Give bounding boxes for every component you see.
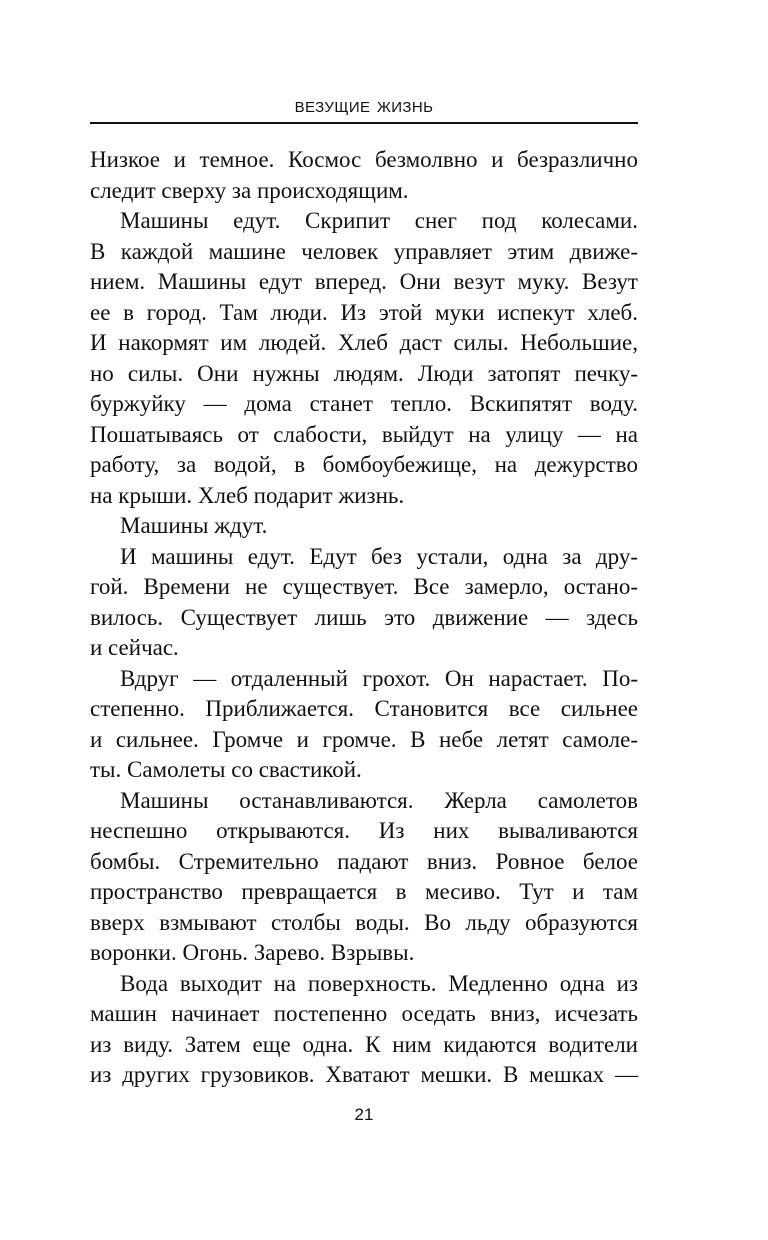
text-line: вверх взмывают столбы воды. Во льду образуются: [90, 909, 638, 935]
text-line: буржуйку — дома станет тепло. Вскипятят воду.: [90, 391, 638, 416]
text-line: Машины останавливаются. Жерла самолетов: [120, 787, 638, 813]
text-line: и сейчас.: [90, 635, 179, 660]
text-line: Вдруг — отдаленный грохот. Он нарастает. По-: [120, 665, 638, 691]
text-line: степенно. Приближается. Становится все сильнее: [90, 696, 638, 721]
text-line: ты. Самолеты со свастикой.: [90, 757, 362, 782]
text-line: Машины едут. Скрипит снег под колесами.: [120, 208, 638, 233]
text-line: ее в город. Там люди. Из этой муки испекут хлеб.: [90, 299, 638, 325]
text-line: В каждой машине человек управляет этим движе-: [90, 238, 638, 264]
text-line: из виду. Затем еще одна. К ним кидаются водители: [90, 1031, 638, 1057]
text-line: И накормят им людей. Хлеб даст силы. Небольшие,: [90, 330, 638, 355]
text-line: машин начинает постепенно оседать вниз, исчезать: [90, 1001, 638, 1026]
text-line: нием. Машины едут вперед. Они везут муку. Везут: [90, 269, 638, 294]
text-line: Пошатываясь от слабости, выйдут на улицу — на: [90, 421, 638, 447]
text-line: бомбы. Стремительно падают вниз. Ровное белое: [90, 848, 638, 874]
text-line: из других грузовиков. Хватают мешки. В мешках —: [90, 1062, 638, 1087]
header-rule: [90, 122, 638, 124]
text-line: И машины едут. Едут без устали, одна за дру-: [120, 543, 638, 569]
text-line: на крыши. Хлеб подарит жизнь.: [90, 482, 405, 508]
running-header: ВЕЗУЩИЕ ЖИЗНЬ: [294, 99, 434, 116]
text-line: вилось. Существует лишь это движение — здесь: [90, 604, 638, 630]
text-line: но силы. Они нужны людям. Люди затопят печку-: [90, 360, 638, 386]
text-line: следит сверху за происходящим.: [90, 177, 409, 203]
text-line: Низкое и темное. Космос безмолвно и безразлично: [90, 147, 638, 172]
text-line: и сильнее. Громче и громче. В небе летят самоле-: [90, 726, 638, 752]
text-line: воронки. Огонь. Зарево. Взрывы.: [90, 940, 415, 965]
text-line: гой. Времени не существует. Все замерло, остано-: [90, 574, 638, 599]
body-text: [90, 145, 638, 1091]
text-line: Вода выходит на поверхность. Медленно одна из: [120, 970, 638, 996]
page-number: 21: [354, 1105, 374, 1124]
text-line: Машины ждут.: [120, 513, 268, 538]
text-line: пространство превращается в месиво. Тут и там: [90, 879, 638, 904]
text-line: неспешно открываются. Из них вываливаются: [90, 818, 638, 843]
text-line: работу, за водой, в бомбоубежище, на дежурство: [90, 452, 638, 477]
